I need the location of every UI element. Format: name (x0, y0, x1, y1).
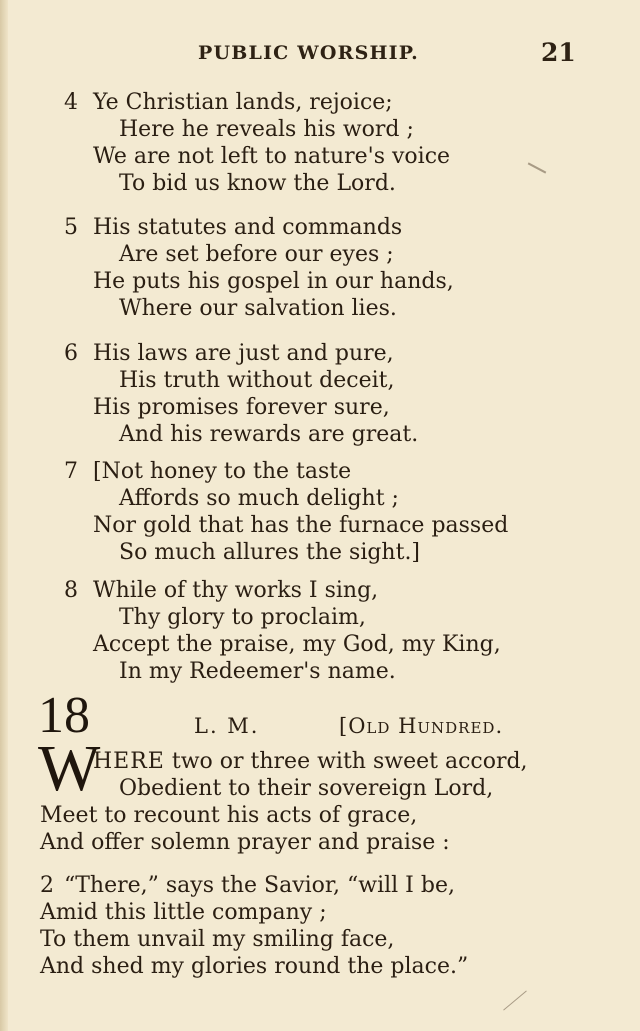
verse-line: Obedient to their sovereign Lord, (119, 776, 494, 801)
hymn-meter: L. M. (194, 714, 260, 738)
first-line-rest: two or three with sweet accord, (164, 749, 528, 774)
verse-line: While of thy works I sing, (93, 578, 379, 603)
verse-line: Where our salvation lies. (119, 296, 397, 321)
stanza-number: 7 (64, 459, 78, 484)
stanza-number: 5 (64, 215, 78, 240)
verse-line: Nor gold that has the furnace passed (93, 513, 509, 538)
verse-line: And his rewards are great. (119, 422, 419, 447)
verse-line: Affords so much delight ; (119, 486, 399, 511)
first-word: HERE (93, 749, 165, 774)
stanza-number: 4 (64, 90, 78, 115)
verse-line: Amid this little company ; (40, 900, 327, 925)
verse-line: We are not left to nature's voice (93, 144, 451, 169)
verse-line: In my Redeemer's name. (119, 659, 396, 684)
stanza-number: 2 (40, 873, 54, 898)
verse-line: His promises forever sure, (93, 395, 390, 420)
page-edge (0, 0, 8, 1031)
verse-line: Ye Christian lands, rejoice; (93, 90, 393, 115)
verse-line: And shed my glories round the place.” (40, 954, 469, 979)
stray-mark (528, 162, 547, 173)
verse-line: So much allures the sight.] (119, 540, 421, 565)
hymn-number: 18 (38, 687, 90, 744)
verse-line: His laws are just and pure, (93, 341, 394, 366)
verse-line: To bid us know the Lord. (119, 171, 396, 196)
verse-line: Are set before our eyes ; (119, 242, 394, 267)
stray-mark (503, 990, 527, 1010)
verse-line: “There,” says the Savior, “will I be, (64, 873, 455, 898)
verse-line: Thy glory to proclaim, (119, 605, 366, 630)
verse-line: [Not honey to the taste (93, 459, 352, 484)
verse-line-first (93, 748, 528, 775)
drop-cap: W (38, 732, 101, 805)
running-head: PUBLIC WORSHIP. (198, 42, 419, 64)
verse-line: And offer solemn prayer and praise : (40, 830, 450, 855)
verse-line: Here he reveals his word ; (119, 117, 414, 142)
stanza-number: 8 (64, 578, 78, 603)
verse-line: His statutes and commands (93, 215, 403, 240)
verse-line: Accept the praise, my God, my King, (93, 632, 501, 657)
verse-line: He puts his gospel in our hands, (93, 269, 454, 294)
page-header (0, 38, 640, 68)
verse-line: His truth without deceit, (119, 368, 395, 393)
verse-line: Meet to recount his acts of grace, (40, 803, 418, 828)
page-number: 21 (541, 38, 576, 67)
hymn-tune: [Old Hundred. (339, 714, 504, 738)
verse-line: To them unvail my smiling face, (40, 927, 395, 952)
stanza-number: 6 (64, 341, 78, 366)
